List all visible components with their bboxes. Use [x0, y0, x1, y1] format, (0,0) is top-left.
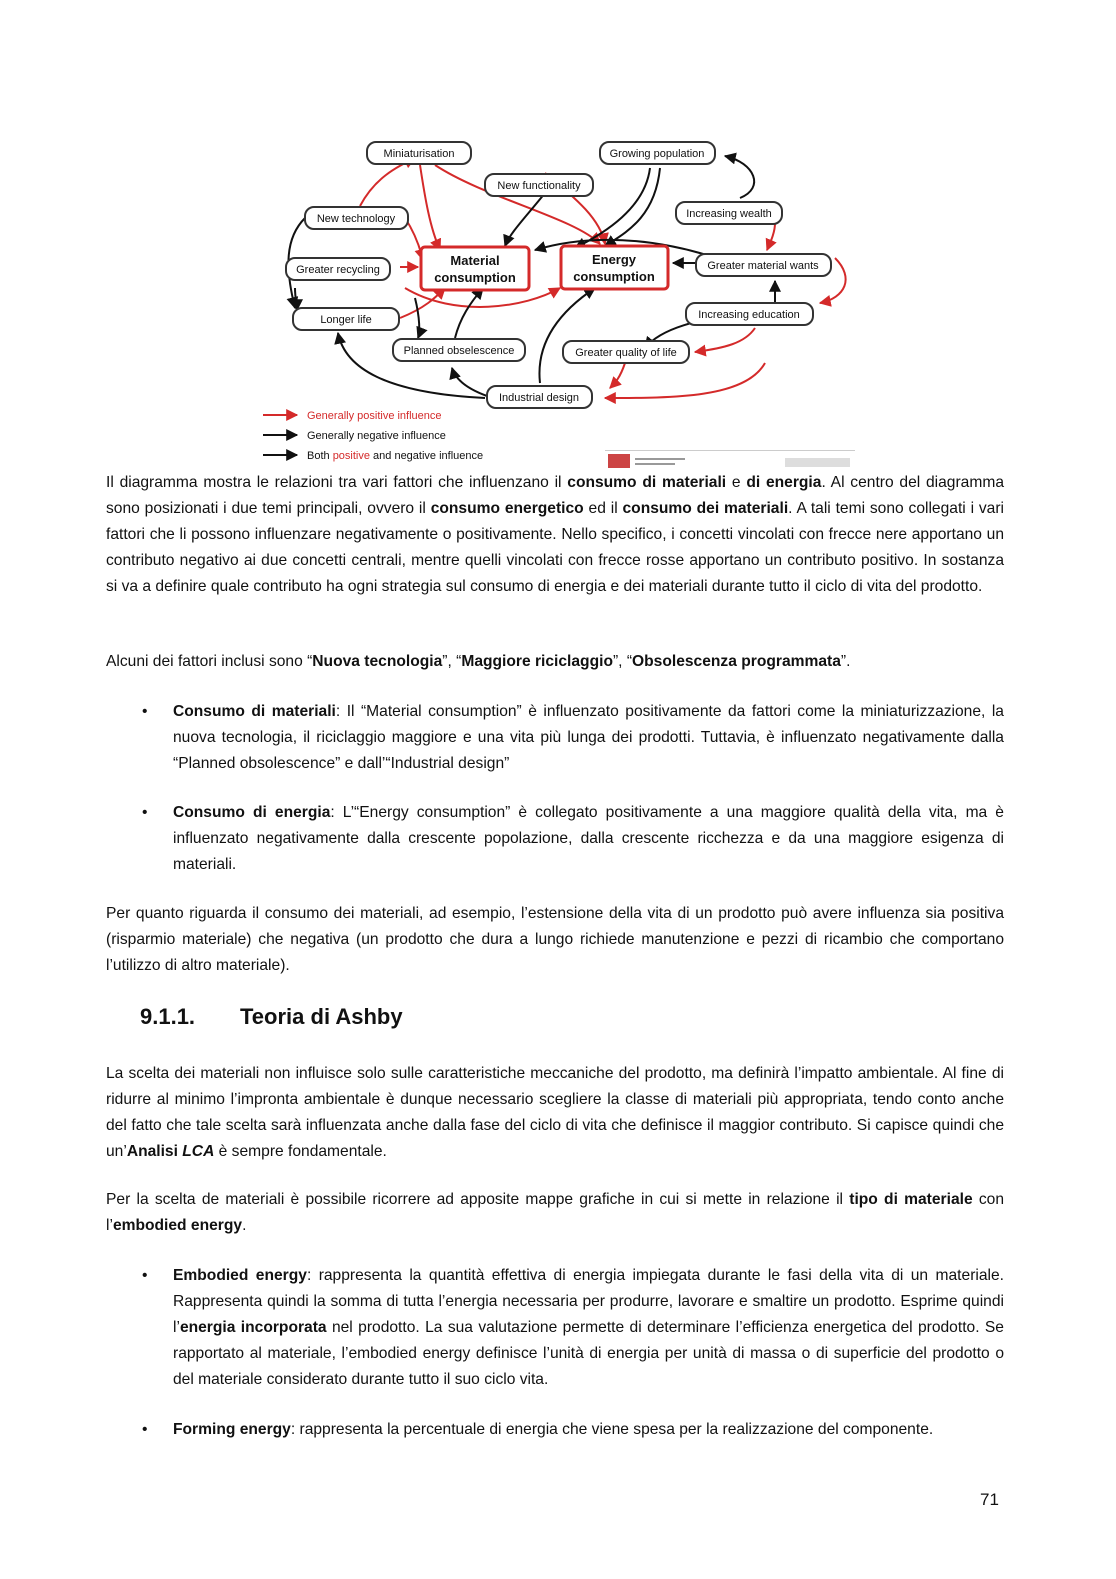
legend-negative: Generally negative influence	[307, 430, 446, 442]
node-greater-recycling: Greater recycling	[296, 264, 380, 276]
node-planned-obsolescence: Planned obselescence	[403, 345, 515, 357]
bullet-energy-consumption: • Consumo di energia: L’“Energy consumption” è collegato positivamente a una maggiore qualità della vita, ma è influenzato negativamente dalla crescente popolazione, dalla crescente ricchezza e da una maggiore esigenza di materiali.	[142, 804, 1004, 873]
material-life-paragraph: Per quanto riguarda il consumo dei materiali, ad esempio, l’estensione della vita di un prodotto può avere influenza sia positiva (risparmio materiale) che negativa (un prodotto che dura a lungo richiede manutenzione e pezzi di ricambio che comportano l’utilizzo di altro materiale).	[106, 905, 1004, 974]
legend-both: Both positive and negative influence	[307, 450, 484, 462]
node-growing-population: Growing population	[609, 148, 705, 160]
factors-paragraph: Alcuni dei fattori inclusi sono “Nuova tecnologia”, “Maggiore riciclaggio”, “Obsolescenza programmata”.	[106, 653, 851, 670]
node-greater-quality-of-life: Greater quality of life	[575, 347, 677, 359]
page-number: 71	[980, 1490, 999, 1509]
bullet-forming-energy: • Forming energy: rappresenta la percentuale di energia che viene spesa per la realizzazione del componente.	[142, 1421, 934, 1438]
legend-positive: Generally positive influence	[307, 410, 442, 422]
influence-diagram	[255, 138, 860, 478]
node-energy-line1: Energy	[591, 252, 637, 267]
node-new-technology: New technology	[316, 213, 396, 225]
node-miniaturisation: Miniaturisation	[383, 148, 455, 160]
maps-paragraph: Per la scelta de materiali è possibile ricorrere ad apposite mappe grafiche in cui si mette in relazione il tipo di materiale con l’embodied energy.	[106, 1191, 1004, 1234]
node-material-line2: consumption	[434, 270, 516, 285]
node-material-line1: Material	[450, 253, 500, 268]
university-logo-icon	[608, 454, 630, 468]
bullet-material-consumption: • Consumo di materiali: Il “Material consumption” è influenzato positivamente da fattori come la miniaturizzazione, la nuova tecnologia, il riciclaggio maggiore e una vita più lunga dei prodotti. Tuttavia, è influenzato negativamente dalla “Planned obsolescence” e dall’“Industrial design”	[142, 703, 1004, 772]
intro-paragraph: Il diagramma mostra le relazioni tra vari fattori che influenzano il consumo di materiali e di energia. Al centro del diagramma sono posizionati i due temi principali, ovvero il consumo energetico ed il consumo dei materiali. A tali temi sono collegati i vari fattori che li possono influenzare negativamente o positivamente. Nello specifico, i concetti vincolati con frecce nere apportano un contributo negativo ai due concetti centrali, mentre quelli vincolati con frecce rosse apportano un contributo positivo. In sostanza si va a definire quale contributo ha ogni strategia sul consumo di energia e dei materiali durante tutto il ciclo di vita del prodotto.	[106, 474, 1005, 595]
ashby-paragraph: La scelta dei materiali non influisce solo sulle caratteristiche meccaniche del prodotto, ma definirà l’impatto ambientale. Al fine di ridurre al minimo l’impronta ambientale è dunque necessario scegliere la classe di materiali più appropriata, tendo conto anche del fatto che tale scelta sarà influenzata anche dalla fase del ciclo di vita che definisce il maggior contributo. Si capisce quindi che un’Analisi LCA è sempre fondamentale.	[106, 1065, 1004, 1160]
node-increasing-wealth: Increasing wealth	[686, 208, 772, 220]
node-industrial-design: Industrial design	[498, 392, 580, 404]
node-energy-line2: consumption	[573, 269, 655, 284]
section-heading: 9.1.1. Teoria di Ashby	[140, 1004, 403, 1029]
node-greater-material-wants: Greater material wants	[707, 260, 819, 272]
node-new-functionality: New functionality	[497, 180, 581, 192]
node-increasing-education: Increasing education	[698, 309, 800, 321]
granta-logo-icon	[785, 458, 850, 467]
bullet-embodied-energy: • Embodied energy: rappresenta la quantità effettiva di energia impiegata durante le fasi della vita di un materiale. Rappresenta quindi la somma di tutta l’energia necessaria per produrre, lavorare e smaltire un prodotto. Esprime quindi l’energia incorporata nel prodotto. La sua valutazione permette di determinare l’efficienza energetica del prodotto. Se rapportato al materiale, l’embodied energy definisce l’unità di energia per unità di massa o di superficie del prodotto o del materiale considerato durante tutto il suo ciclo vita.	[142, 1267, 1004, 1388]
node-longer-life: Longer life	[320, 314, 372, 326]
